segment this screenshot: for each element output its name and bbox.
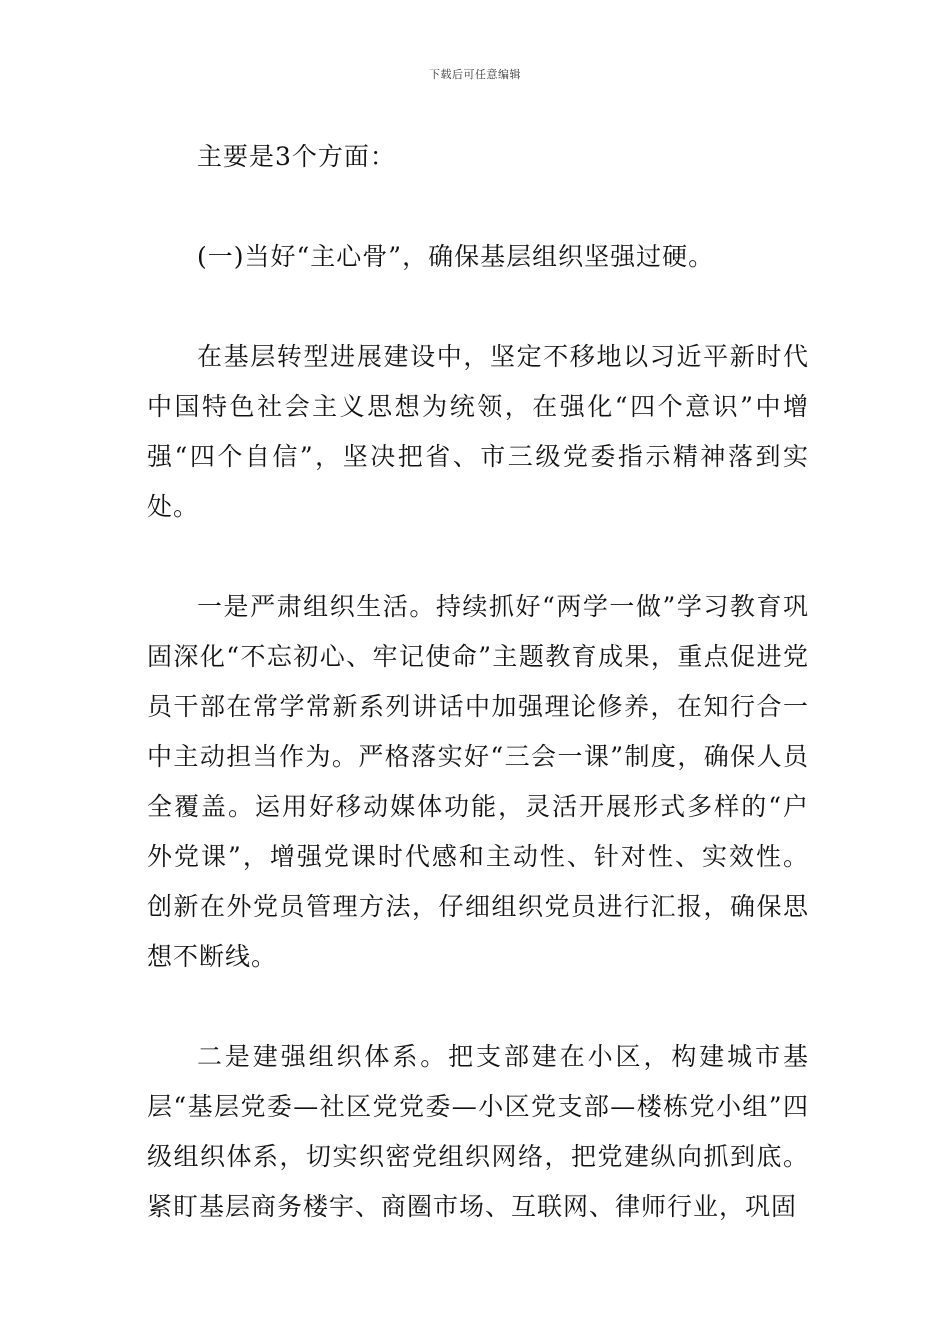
paragraph-gap <box>147 282 809 332</box>
paragraph-gap <box>147 182 809 232</box>
paragraph-point-one: 一是严肃组织生活。持续抓好“两学一做”学习教育巩固深化“不忘初心、牢记使命”主题教育成果，重点促进党员干部在常学常新系列讲话中加强理论修养，在知行合一中主动担当作为。严格落实好“三会一课”制度，确保人员全覆盖。运用好移动媒体功能，灵活开展形式多样的“户外党课”，增强党课时代感和主动性、针对性、实效性。创新在外党员管理方法，仔细组织党员进行汇报，确保思想不断线。 <box>147 592 809 971</box>
paragraph-point-two: 二是建强组织体系。把支部建在小区，构建城市基层“基层党委—社区党党委—小区党支部—楼栋党小组”四级组织体系，切实织密党组织网络，把党建纵向抓到底。紧盯基层商务楼宇、商圈市场、互联网、律师行业，巩固 <box>147 1042 809 1221</box>
paragraph-section-heading: (一)当好“主心骨”，确保基层组织坚强过硬。 <box>197 242 715 271</box>
paragraph-intro: 主要是3个方面： <box>197 142 396 171</box>
paragraph-gap <box>147 982 809 1032</box>
page-header-note: 下载后可任意编辑 <box>429 68 521 81</box>
document-body <box>147 132 809 1232</box>
paragraph-gap <box>147 532 809 582</box>
paragraph-overview: 在基层转型进展建设中，坚定不移地以习近平新时代中国特色社会主义思想为统领，在强化“四个意识”中增强“四个自信”，坚决把省、市三级党委指示精神落到实处。 <box>147 342 809 521</box>
